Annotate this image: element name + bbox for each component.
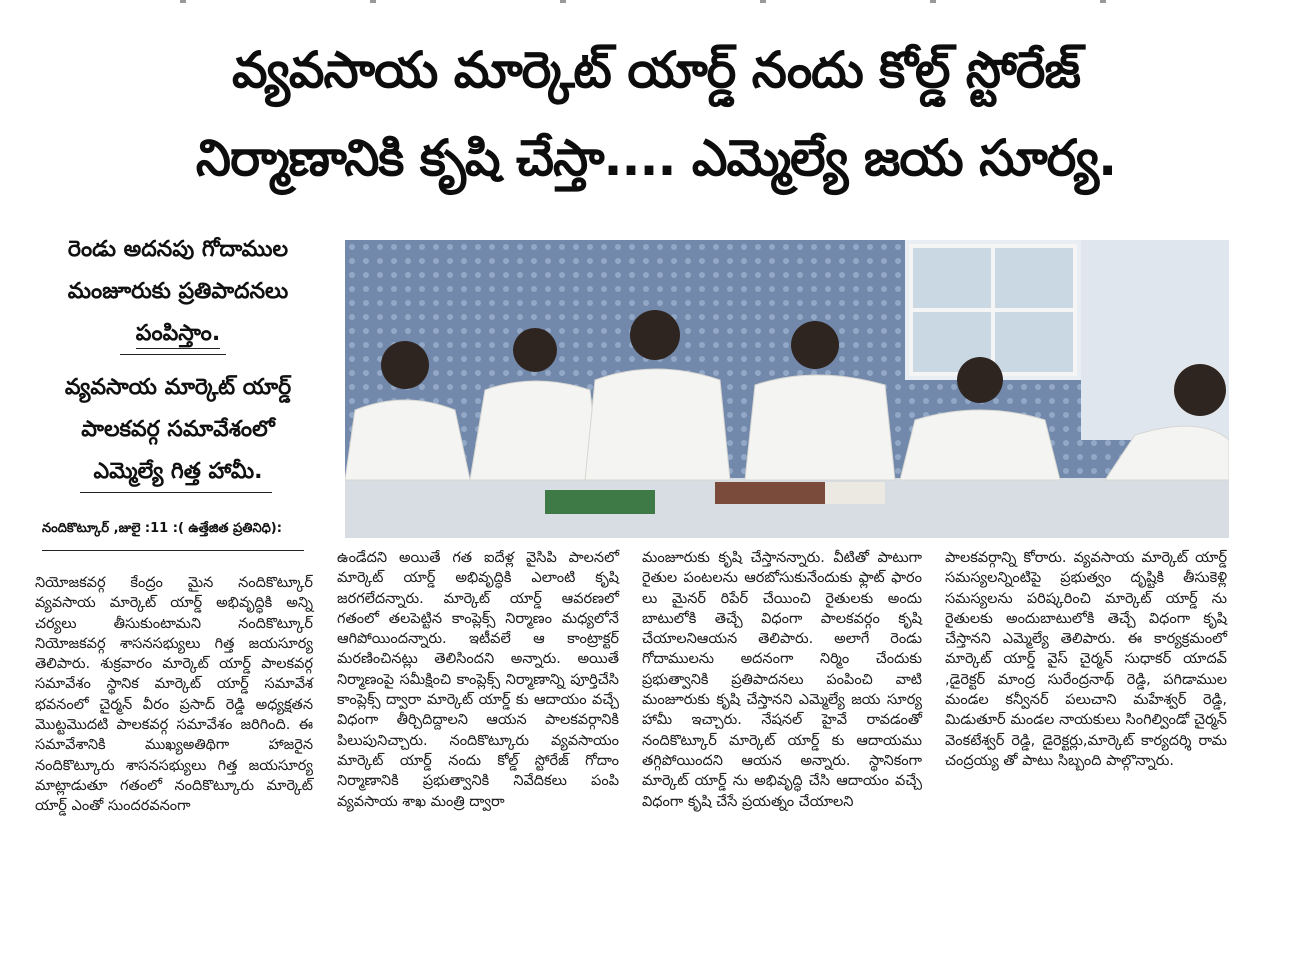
- headline-line-1: వ్యవసాయ మార్కెట్ యార్డ్ నందు కోల్డ్ స్టోరేజ్: [232, 41, 1080, 99]
- subhead-line: పంపిస్తాం.: [136, 321, 220, 349]
- subhead-line: వ్యవసాయ మార్కెట్ యార్డ్: [64, 375, 292, 400]
- dateline-rule: [42, 550, 304, 551]
- column-text: ఉండేదని అయితే గత ఐదేళ్ల వైసిపి పాలనలో మార్కెట్ యార్డ్ అభివృద్ధికి ఎలాంటి కృషి జరగలేదన్నారు. మార్కెట్ యార్డ్ ఆవరణలో గతంలో తలపెట్టిన కాంప్లెక్స్ నిర్మాణం మధ్యలోనే ఆగిపోయిందన్నారు. ఇటీవలే ఆ కాంట్రాక్టర్ మరణించినట్లు తెలిసిందని అన్నారు. అయితే నిర్మాణంపై సమీక్షించి కాంప్లెక్స్ నిర్మాణాన్ని పూర్తిచేసి కాంప్లెక్స్ ద్వారా మార్కెట్ యార్డ్ కు ఆదాయం వచ్చే విధంగా తీర్చిదిద్దాలని ఆయన పాలకవర్గానికి పిలుపునిచ్చారు. నందికొట్కూరు వ్యవసాయం మార్కెట్ యార్డ్ నందు కోల్డ్ స్టోరేజ్ గోదాం నిర్మాణానికి ప్రభుత్వానికి నివేదికలు పంపి వ్యవసాయ శాఖ మంత్రి ద్వారా: [337, 550, 619, 810]
- underline-rule: [80, 492, 272, 493]
- dateline: నందికొట్కూర్ ,జులై :11 :( ఉత్తేజిత ప్రతినిధి):: [42, 521, 282, 536]
- article-column-2: [337, 548, 619, 812]
- meeting-photo: [345, 240, 1229, 538]
- article-column-1: [35, 573, 313, 817]
- column-text: మంజూరుకు కృషి చేస్తానన్నారు. వీటితో పాటుగా రైతుల పంటలను ఆరబోసుకునేందుకు ఫ్లాట్ ఫారం లు మైనర్ రిపేర్ చేయించి రైతులకు అందు బాటులోకి తెచ్చే విధంగా పాలకవర్గం కృషి చేయాలనిఆయన తెలిపారు. అలాగే రెండు గోదాములను అదనంగా నిర్మిం చేందుకు ప్రభుత్వానికి ప్రతిపాదనలు పంపించి వాటి మంజూరుకు కృషి చేస్తానని ఎమ్మెల్యే జయ సూర్య హామీ ఇచ్చారు. నేషనల్ హైవే రావడంతో నందికొట్కూర్ మార్కెట్ యార్డ్ కు ఆదాయము తగ్గిపోయిందని ఆయన అన్నారు. స్థానికంగా మార్కెట్ యార్డ్ ను అభివృద్ధి చేసి ఆదాయం వచ్చే విధంగా కృషి చేసే ప్రయత్నం చేయాలని: [642, 550, 922, 810]
- subhead-line: రెండు అదనపు గోదాముల: [67, 237, 289, 262]
- subhead-line: ఎమ్మెల్యే గిత్త హామీ.: [93, 459, 263, 484]
- subhead-line: పాలకవర్గ సమావేశంలో: [81, 417, 275, 442]
- article-column-4: [945, 548, 1227, 771]
- column-text: నియోజకవర్గ కేంద్రం మైన నందికొట్కూర్ వ్యవసాయ మార్కెట్ యార్డ్ అభివృద్ధికి అన్ని చర్యలు తీసుకుంటామని నందికొట్కూర్ నియోజకవర్గ శాసనసభ్యులు గిత్త జయసూర్య తెలిపారు. శుక్రవారం మార్కెట్ యార్డ్ పాలకవర్గ సమావేశం స్థానిక మార్కెట్ యార్డ్ సమావేశ భవనంలో చైర్మన్ వీరం ప్రసాద్ రెడ్డి అధ్యక్షతన మొట్టమొదటి పాలకవర్గ సమావేశం జరిగింది. ఈ సమావేశానికి ముఖ్యఅతిథిగా హాజరైన నందికొట్కూరు శాసనసభ్యులు గిత్త జయసూర్య మాట్లాడుతూ గతంలో నందికొట్కూరు మార్కెట్ యార్డ్ ఎంతో సుందరవనంగా: [35, 575, 313, 815]
- headline-line-2: నిర్మాణానికి కృషి చేస్తా.... ఎమ్మెల్యే జయ సూర్య.: [195, 129, 1117, 187]
- column-text: పాలకవర్గాన్ని కోరారు. వ్యవసాయ మార్కెట్ యార్డ్ సమస్యలన్నింటిపై ప్రభుత్వం దృష్టికి తీసుకెళ్లి సమస్యలను పరిష్కరించి మార్కెట్ యార్డ్ ను రైతులకు అందుబాటులోకి తెచ్చే విధంగా కృషి చేస్తానని ఎమ్మెల్యే తెలిపారు. ఈ కార్యక్రమంలో మార్కెట్ యార్డ్ వైస్ చైర్మన్ సుధాకర్ యాదవ్ ,డైరెక్టర్ మాంద్ర సురేంద్రనాథ్ రెడ్డి, పగిడాముల మండల కన్వీనర్ పలుచాని మహేశ్వర్ రెడ్డి, మిడుతూర్ మండల నాయకులు సింగిల్విండో చైర్మన్ వెంకటేశ్వర్ రెడ్డి, డైరెక్టర్లు,మార్కెట్ కార్యదర్శి రామ చంద్రయ్య తో పాటు సిబ్బంది పాల్గొన్నారు.: [945, 550, 1227, 769]
- meeting-photo-illustration: [345, 240, 1229, 538]
- subhead-underlined: [28, 314, 328, 354]
- underline-rule: [120, 354, 226, 355]
- top-edge-marks: [0, 0, 1312, 6]
- subhead-line: మంజూరుకు ప్రతిపాదనలు: [67, 279, 289, 304]
- article-column-3: [642, 548, 922, 812]
